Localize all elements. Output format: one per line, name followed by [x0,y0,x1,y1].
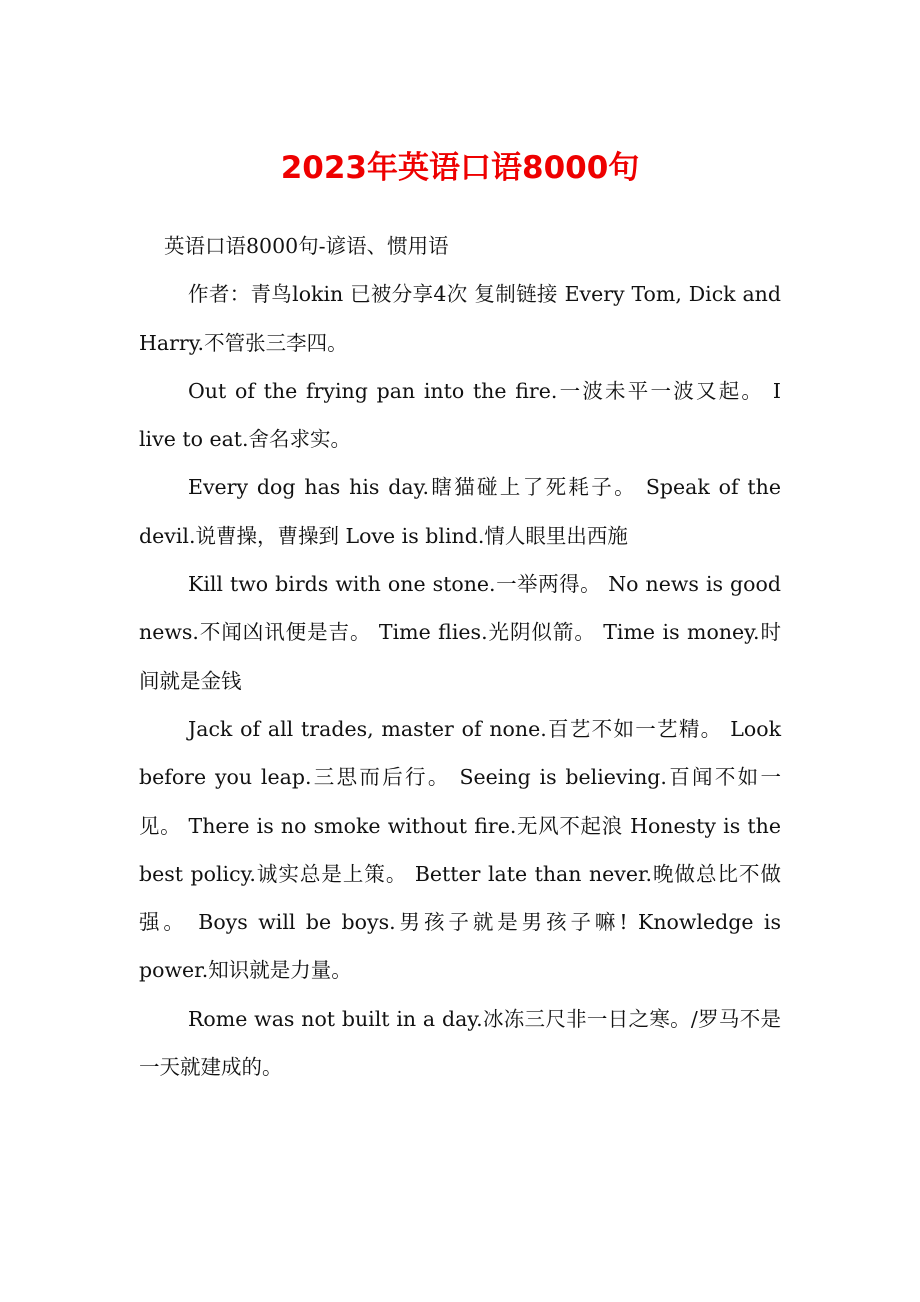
paragraph: Jack of all trades, master of none.百艺不如一艺精。 Look before you leap.三思而后行。 Seeing is believing.百闻不如一见。 There is no smoke without fire.无风不起浪 Honesty is the best policy.诚实总是上策。 Better late than never.晚做总比不做强。 Boys will be boys.男孩子就是男孩子嘛! Knowledge is power.知识就是力量。 [139,716,781,983]
paragraph: Kill two birds with one stone.一举两得。 No news is good news.不闻凶讯便是吉。 Time flies.光阴似箭。 Time is money.时间就是金钱 [139,572,781,693]
document-subtitle: 英语口语8000句-谚语、惯用语 [164,234,449,258]
paragraph: Out of the frying pan into the fire.一波未平一波又起。 I live to eat.舍名求实。 [139,378,781,452]
paragraph: Rome was not built in a day.冰冻三尺非一日之寒。/罗马不是一天就建成的。 [139,1006,781,1080]
paragraph-author-line: 作者：青鸟lokin 已被分享4次 复制链接 Every Tom, Dick and Harry.不管张三李四。 [139,282,781,355]
paragraph: Every dog has his day.瞎猫碰上了死耗子。 Speak of the devil.说曹操，曹操到 Love is blind.情人眼里出西施 [139,475,781,548]
document-title: 2023年英语口语8000句 [280,150,640,186]
document-body [139,222,781,1091]
